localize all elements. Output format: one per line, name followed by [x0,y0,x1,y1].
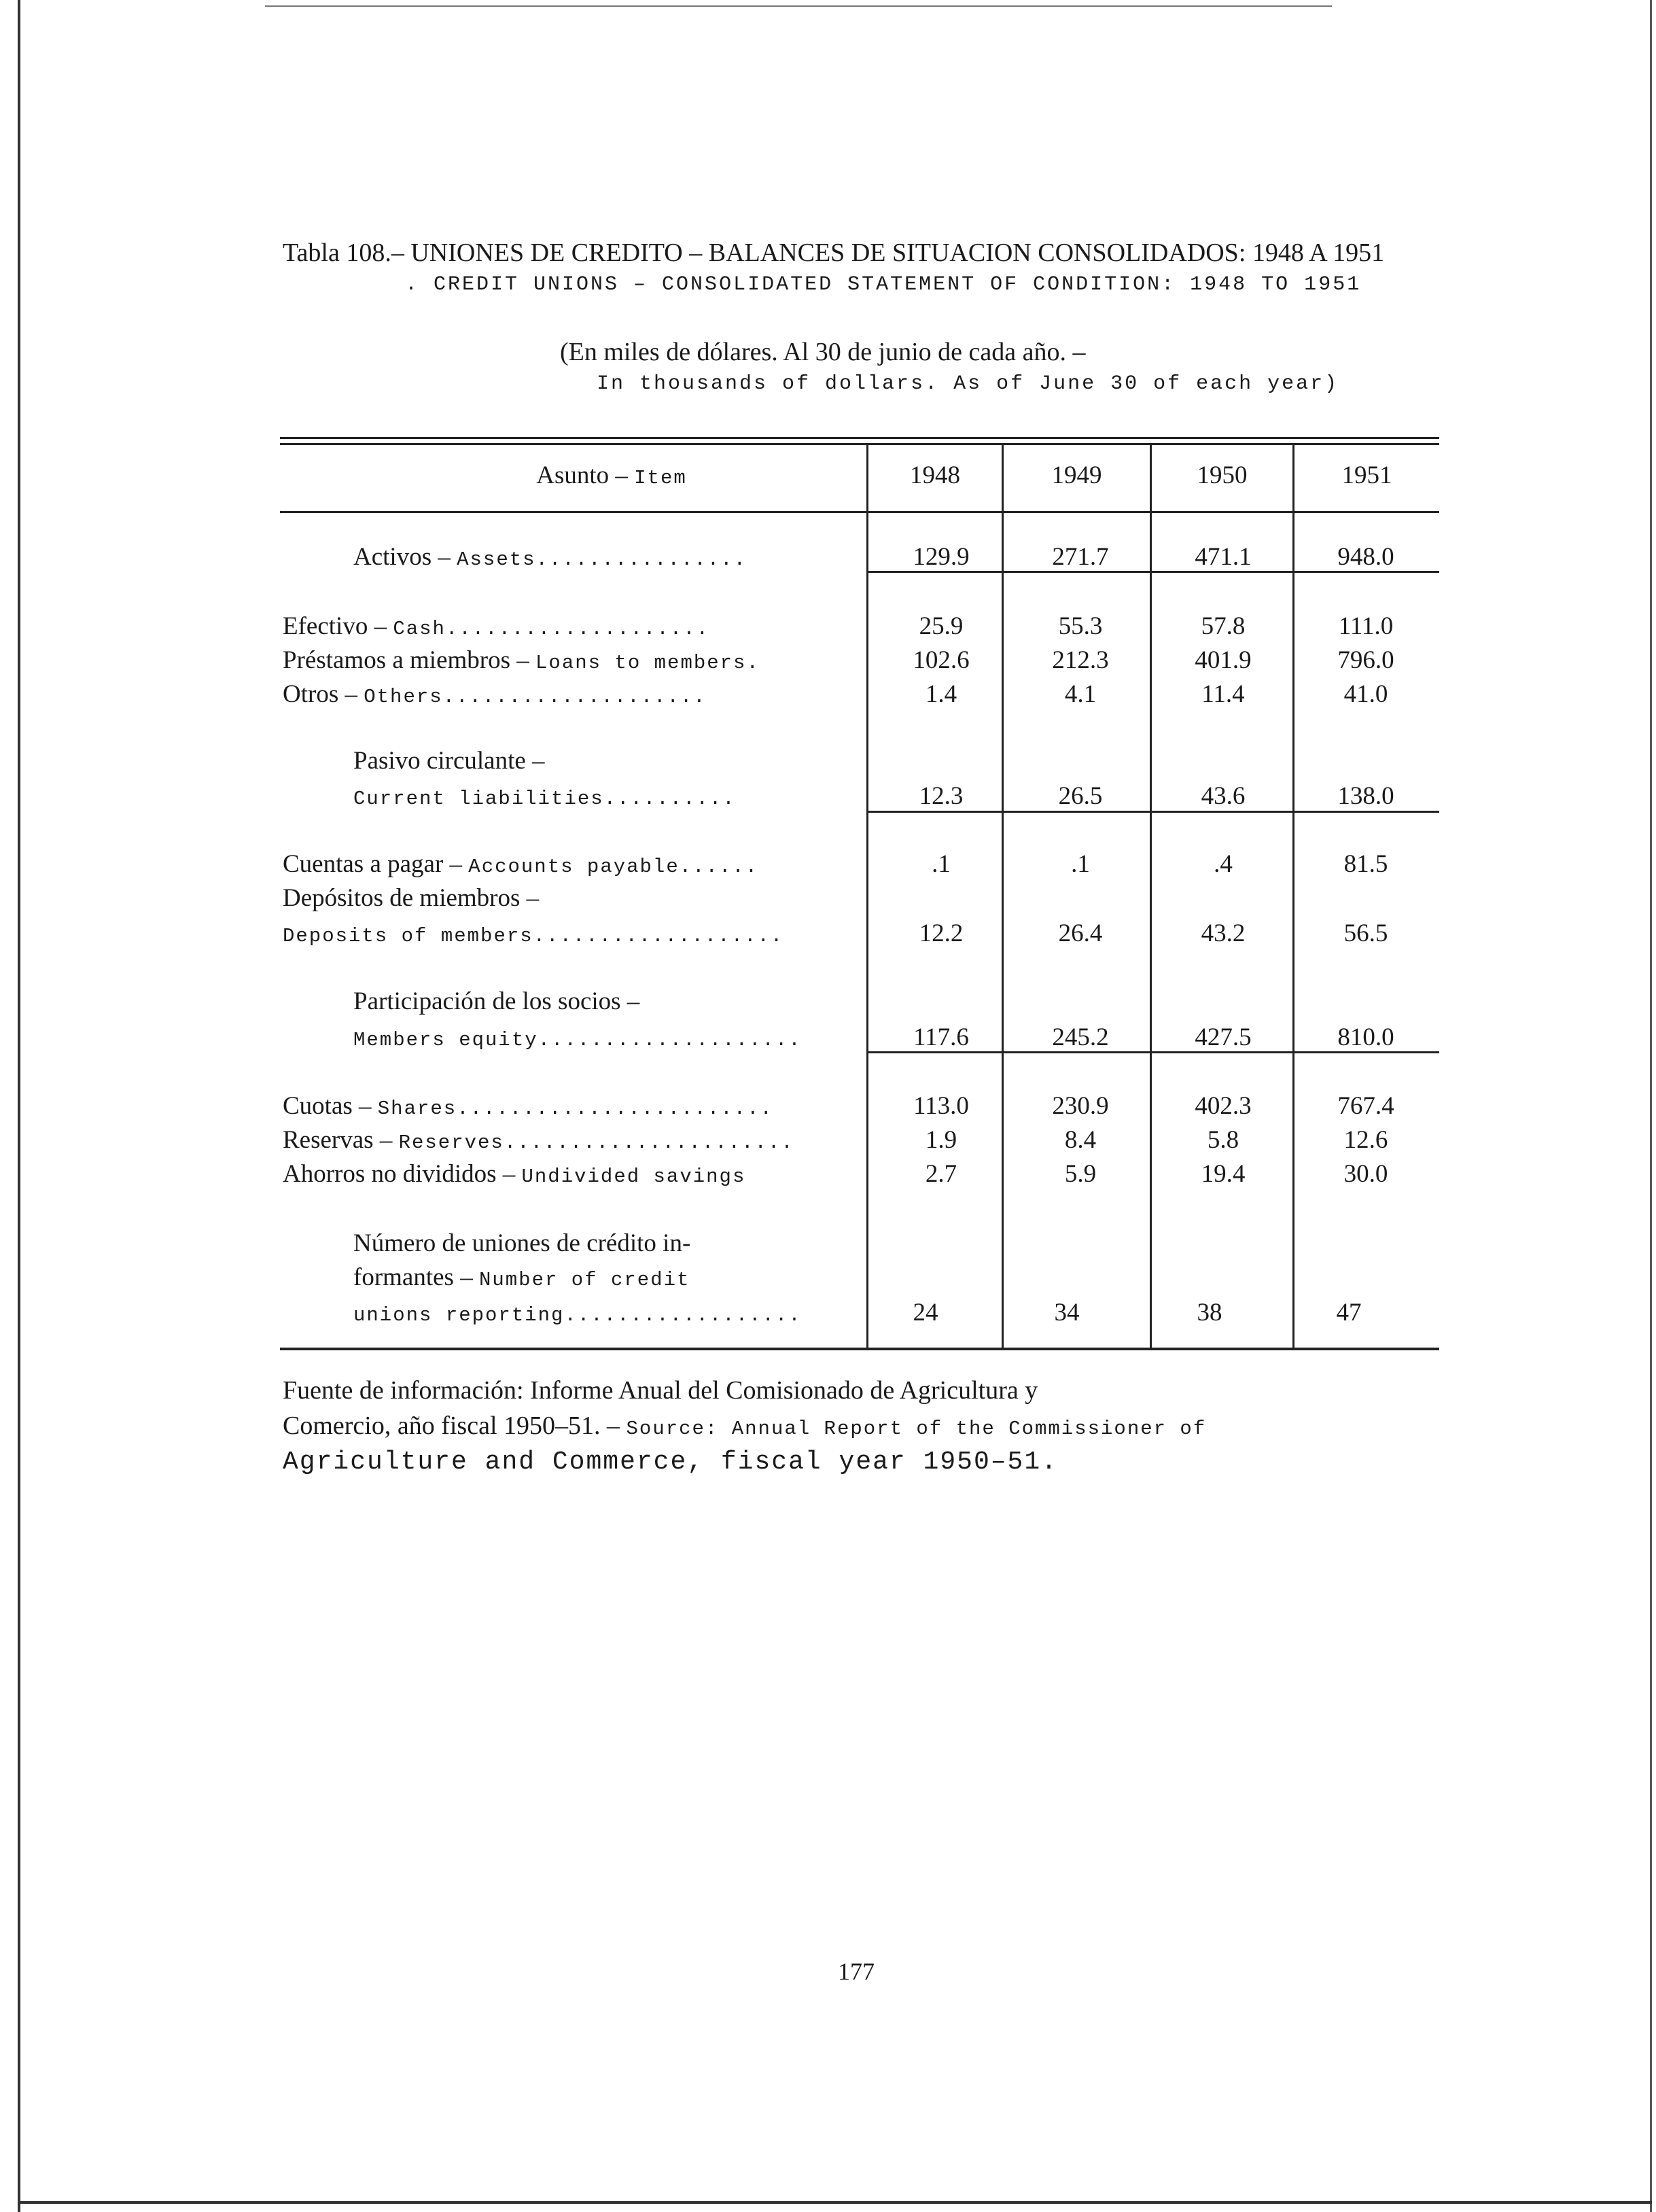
cell-deposits-1949: 26.4 [1058,919,1103,947]
cell-equity-1951: 810.0 [1337,1023,1394,1051]
table-bottom-rule [280,1348,1439,1350]
row-label-reserves [283,1125,794,1155]
cell-unions-1950: 38 [1197,1299,1222,1327]
cell-savings-1950: 19.4 [1201,1160,1246,1188]
cell-equity-1950: 427.5 [1195,1023,1252,1051]
page-border-bottom [18,2201,1652,2204]
cell-payable-1951: 81.5 [1343,850,1388,878]
header-year-1950: 1950 [1197,461,1248,489]
cell-liabilities-1951: 138.0 [1337,782,1394,810]
units-note-spanish: (En miles de dólares. Al 30 de junio de cada año. – [560,338,1086,366]
cell-unions-1949: 34 [1054,1299,1080,1327]
cell-reserves-1951: 12.6 [1343,1126,1388,1154]
cell-equity-1949: 245.2 [1052,1023,1109,1051]
cell-assets-1949: 271.7 [1052,543,1109,571]
row-label-en: unions reporting [353,1304,565,1327]
cell-reserves-1949: 8.4 [1064,1126,1097,1154]
page-border-right [1650,0,1652,2212]
row-label-en: Cash [393,618,446,640]
leader-dots: .................... [538,1029,802,1051]
row-label-unions-reporting-es: Número de uniones de crédito in- [353,1229,691,1257]
row-label-members-equity-en [353,1023,802,1052]
cell-payable-1950: .4 [1214,850,1233,878]
header-item-en: Item [634,467,687,489]
cell-liabilities-1950: 43.6 [1201,782,1246,810]
table-top-rule-2 [280,443,1439,445]
table-title-english: . CREDIT UNIONS – CONSOLIDATED STATEMENT OF CONDITION: 1948 TO 1951 [405,273,1362,296]
cell-liabilities-1949: 26.5 [1058,782,1103,810]
row-label-es: Cuotas – [283,1092,378,1120]
row-label-shares [283,1091,773,1121]
cell-cash-1948: 25.9 [919,612,964,640]
row-label-en: Deposits of members [283,925,533,947]
cell-savings-1951: 30.0 [1343,1160,1388,1188]
row-label-es: Préstamos a miembros – [283,646,536,674]
source-line-3: Agriculture and Commerce, fiscal year 1950–51. [283,1447,1058,1477]
cell-deposits-1950: 43.2 [1201,919,1246,947]
column-divider-3 [1150,443,1152,1350]
cell-payable-1949: .1 [1071,850,1090,878]
row-label-en: Accounts payable [468,856,680,878]
cell-assets-1950: 471.1 [1195,543,1252,571]
table-top-rule [280,437,1439,439]
row-label-es: Reservas – [283,1126,399,1154]
cell-reserves-1948: 1.9 [925,1126,957,1154]
page-border-left [18,0,20,2212]
row-label-current-liabilities-es: Pasivo circulante – [353,747,545,775]
subtotal-rule-liabilities [866,811,1439,813]
cell-cash-1950: 57.8 [1201,612,1246,640]
row-label-accounts-payable [283,849,758,879]
cell-savings-1948: 2.7 [925,1160,957,1188]
leader-dots: ...... [679,856,759,878]
cell-loans-1950: 401.9 [1195,646,1252,674]
source-line-2 [283,1411,1206,1441]
page-number: 177 [838,1958,875,1985]
column-divider-1 [866,443,868,1350]
cell-others-1950: 11.4 [1201,680,1245,708]
cell-others-1949: 4.1 [1064,680,1097,708]
leader-dots: .................... [442,686,707,708]
leader-dots: ...................... [504,1131,794,1154]
cell-payable-1948: .1 [932,850,951,878]
units-note-english: In thousands of dollars. As of June 30 of each year) [597,372,1339,396]
row-label-deposits-es: Depósitos de miembros – [283,884,540,912]
leader-dots: ................ [535,548,747,571]
cell-shares-1950: 402.3 [1195,1092,1252,1120]
row-label-en: Loans to members. [535,652,760,674]
cell-reserves-1950: 5.8 [1207,1126,1239,1154]
row-label-cash [283,612,709,641]
cell-loans-1948: 102.6 [913,646,970,674]
header-year-1948: 1948 [910,461,960,489]
row-label-assets [353,542,747,572]
cell-loans-1949: 212.3 [1052,646,1109,674]
leader-dots: .................. [564,1304,802,1327]
leader-dots: .................... [445,618,710,640]
header-item [476,461,747,490]
cell-shares-1949: 230.9 [1052,1092,1109,1120]
row-label-deposits-en [283,919,783,948]
row-label-en: Undivided savings [521,1165,746,1188]
cell-savings-1949: 5.9 [1064,1160,1097,1188]
header-year-1951: 1951 [1341,461,1392,489]
header-dash: – [615,461,628,489]
row-label-en: Shares [377,1098,457,1120]
source-line-1: Fuente de información: Informe Anual del Comisionado de Agricultura y [283,1376,1038,1405]
row-label-es: formantes – [353,1263,479,1291]
leader-dots: ................... [533,925,784,947]
cell-unions-1951: 47 [1336,1299,1362,1327]
row-label-current-liabilities-en [353,782,736,811]
row-label-unions-reporting-en [353,1298,802,1327]
cell-liabilities-1948: 12.3 [919,782,964,810]
header-year-1949: 1949 [1051,461,1102,489]
cell-others-1951: 41.0 [1343,680,1388,708]
cell-equity-1948: 117.6 [913,1023,969,1051]
column-divider-2 [1002,443,1004,1350]
cell-assets-1951: 948.0 [1337,543,1394,571]
row-label-en: Number of credit [478,1269,690,1291]
header-bottom-rule [280,511,1439,513]
row-label-es: Ahorros no divididos – [283,1160,522,1188]
row-label-en: Members equity [353,1029,538,1051]
source-en: Source: Annual Report of the Commissioner of [626,1418,1207,1440]
cell-others-1948: 1.4 [925,680,957,708]
row-label-es: Activos – [353,543,457,571]
row-label-en: Others [364,686,443,708]
cell-unions-1948: 24 [913,1299,938,1327]
table-title-spanish: Tabla 108.– UNIONES DE CREDITO – BALANCES DE SITUACION CONSOLIDADOS: 1948 A 1951 [283,239,1385,267]
leader-dots: ........................ [457,1098,773,1120]
row-label-others [283,680,707,709]
cell-cash-1949: 55.3 [1058,612,1103,640]
row-label-es: Efectivo – [283,612,393,640]
cell-assets-1948: 129.9 [913,543,970,571]
row-label-en: Assets [457,548,536,571]
row-label-en: Current liabilities [353,788,604,810]
cell-deposits-1951: 56.5 [1343,919,1388,947]
row-label-es: Cuentas a pagar – [283,850,469,878]
scan-edge-top [265,5,1332,7]
cell-shares-1951: 767.4 [1337,1092,1394,1120]
row-label-es: Otros – [283,680,364,708]
cell-loans-1951: 796.0 [1337,646,1394,674]
row-label-undivided-savings [283,1159,745,1189]
row-label-members-equity-es: Participación de los socios – [353,987,640,1015]
row-label-unions-reporting-mixed [353,1263,690,1292]
header-item-es: Asunto [536,461,610,489]
cell-shares-1948: 113.0 [913,1092,969,1120]
column-divider-4 [1292,443,1294,1350]
leader-dots: .......... [603,788,736,810]
cell-deposits-1948: 12.2 [919,919,964,947]
source-es: Comercio, año fiscal 1950–51. – [283,1411,627,1440]
row-label-loans [283,646,760,675]
cell-cash-1951: 111.0 [1338,612,1394,640]
row-label-en: Reserves [398,1131,504,1154]
